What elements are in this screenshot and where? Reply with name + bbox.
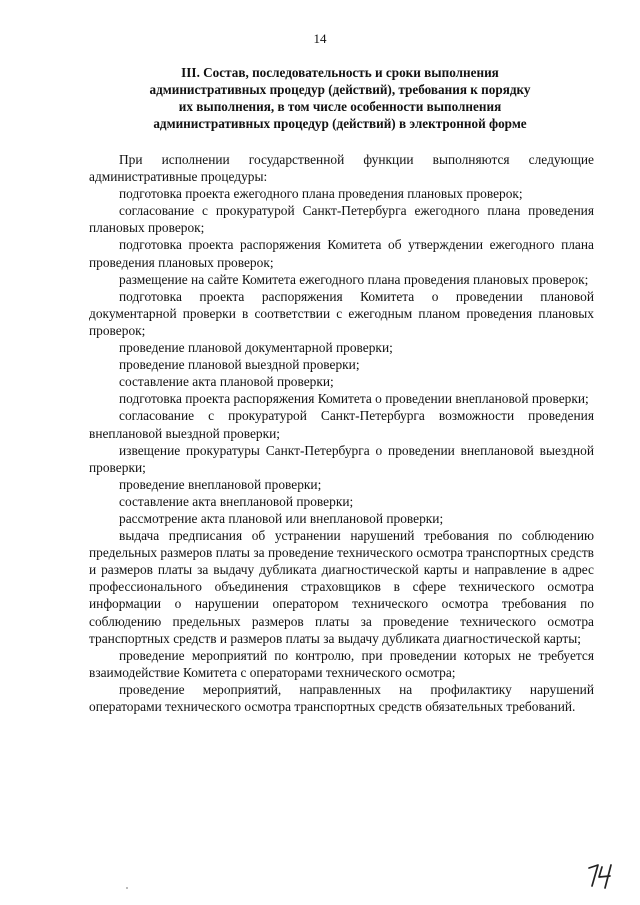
scan-speck bbox=[126, 887, 128, 889]
procedure-item: согласование с прокуратурой Санкт-Петербурга возможности проведения внеплановой выездной проверки; bbox=[89, 408, 594, 441]
procedure-item: проведение плановой выездной проверки; bbox=[119, 357, 360, 373]
intro-paragraph: При исполнении государственной функции выполняются следующие административные процедуры: bbox=[89, 152, 594, 185]
heading-line: их выполнения, в том числе особенности выполнения bbox=[178, 99, 502, 114]
document-body bbox=[89, 151, 594, 715]
procedure-item: рассмотрение акта плановой или внеплановой проверки; bbox=[119, 510, 444, 526]
procedure-item: подготовка проекта распоряжения Комитета о проведении внеплановой проверки; bbox=[119, 391, 589, 407]
procedure-item: составление акта внеплановой проверки; bbox=[119, 493, 354, 509]
procedure-item: проведение плановой документарной проверки; bbox=[119, 340, 393, 356]
page-number: 14 bbox=[313, 31, 327, 46]
procedure-item: согласование с прокуратурой Санкт-Петербурга ежегодного плана проведения плановых проверок; bbox=[89, 203, 594, 236]
heading-line: административных процедур (действий), требования к порядку bbox=[149, 82, 531, 97]
procedure-item: подготовка проекта ежегодного плана проведения плановых проверок; bbox=[119, 186, 523, 202]
handwritten-page-number bbox=[586, 862, 622, 890]
procedure-item: проведение мероприятий по контролю, при проведении которых не требуется взаимодействие Комитета с операторами технического осмотра; bbox=[89, 647, 594, 680]
heading-line: III. Состав, последовательность и сроки выполнения bbox=[181, 65, 499, 80]
procedure-item: выдача предписания об устранении нарушений требования по соблюдению предельных размеров платы за проведение технического осмотра транспортных средств и размеров платы за выдачу дубликата диагностической карты и направление в адрес профессионального объединения страховщиков в сфере технического осмотра информации о нарушении оператором технического осмотра требования по соблюдению предельных размеров платы за проведение технического осмотра транспортных средств и размеров платы за выдачу дубликата диагностической карты; bbox=[89, 528, 594, 646]
procedure-item: подготовка проекта распоряжения Комитета о проведении плановой документарной проверки в соответствии с ежегодным планом проведения плановых проверок; bbox=[89, 288, 594, 338]
heading-line: административных процедур (действий) в электронной форме bbox=[153, 116, 527, 131]
procedure-item: извещение прокуратуры Санкт-Петербурга о проведении внеплановой выездной проверки; bbox=[89, 442, 594, 475]
procedure-item: проведение мероприятий, направленных на профилактику нарушений операторами технического осмотра транспортных средств обязательных требований. bbox=[89, 681, 594, 714]
procedure-item: проведение внеплановой проверки; bbox=[119, 476, 322, 492]
procedure-item: размещение на сайте Комитета ежегодного плана проведения плановых проверок; bbox=[119, 271, 589, 287]
procedure-item: подготовка проекта распоряжения Комитета об утверждении ежегодного плана проведения плановых проверок; bbox=[89, 237, 594, 270]
procedure-item: составление акта плановой проверки; bbox=[119, 374, 334, 390]
section-heading bbox=[110, 64, 570, 132]
